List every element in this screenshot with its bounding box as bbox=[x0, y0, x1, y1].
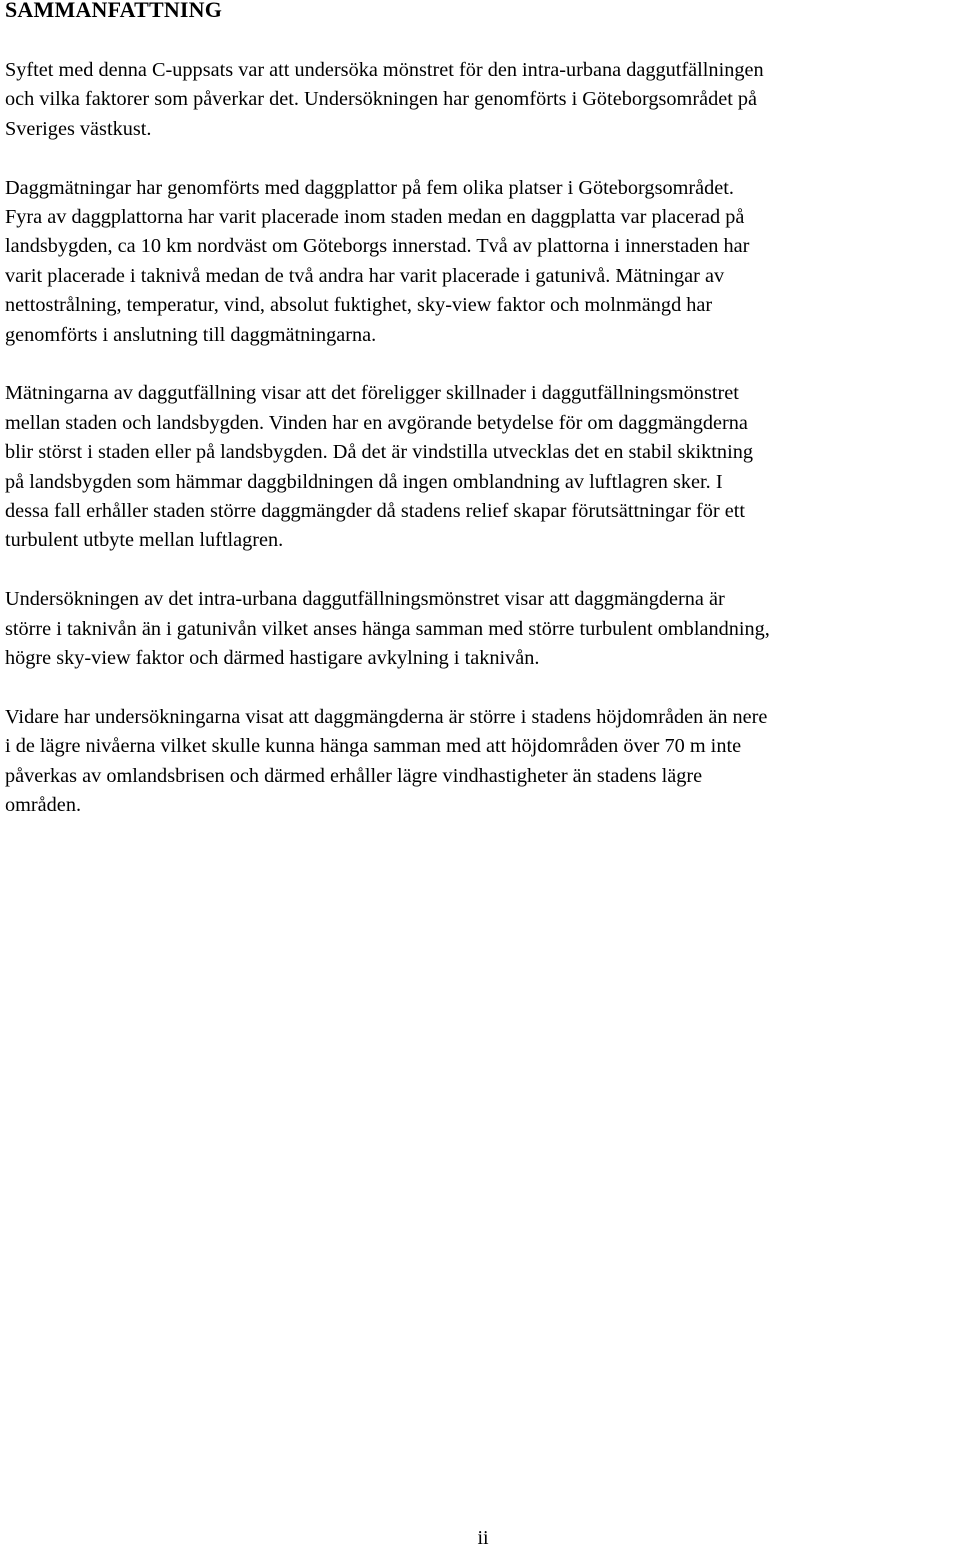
text-line: högre sky-view faktor och därmed hastigare avkylning i taknivån. bbox=[5, 647, 540, 670]
text-line: i de lägre nivåerna vilket skulle kunna hänga samman med att höjdområden över 70 m inte bbox=[5, 735, 742, 758]
body-text bbox=[5, 56, 960, 850]
text-line: landsbygden, ca 10 km nordväst om Göteborgs innerstad. Två av plattorna i innerstaden har bbox=[5, 235, 750, 258]
text-line: blir störst i staden eller på landsbygden. Då det är vindstilla utvecklas det en stabil skiktning bbox=[5, 441, 753, 464]
paragraph-elevation bbox=[5, 703, 960, 821]
text-line: Daggmätningar har genomförts med daggplattor på fem olika platser i Göteborgsområdet. bbox=[5, 176, 734, 199]
text-line: Sveriges västkust. bbox=[5, 117, 152, 140]
text-line: nettostrålning, temperatur, vind, absolut fuktighet, sky-view faktor och molnmängd har bbox=[5, 294, 713, 317]
text-line: Undersökningen av det intra-urbana daggutfällningsmönstret visar att daggmängderna är bbox=[5, 588, 725, 611]
text-line: Fyra av daggplattorna har varit placerade inom staden medan en daggplatta var placerad på bbox=[5, 206, 745, 229]
text-line: Vidare har undersökningarna visat att daggmängderna är större i stadens höjdområden än nere bbox=[5, 705, 768, 728]
page-number: ii bbox=[477, 1527, 489, 1549]
text-line: på landsbygden som hämmar daggbildningen då ingen omblandning av luftlagren sker. I bbox=[5, 470, 723, 493]
text-line: genomförts i anslutning till daggmätningarna. bbox=[5, 323, 377, 346]
paragraph-urban-rural bbox=[5, 379, 960, 555]
paragraph-purpose bbox=[5, 56, 960, 144]
text-line: områden. bbox=[5, 794, 82, 817]
text-line: och vilka faktorer som påverkar det. Undersökningen har genomförts i Göteborgsområdet på bbox=[5, 88, 758, 111]
text-line: större i taknivån än i gatunivån vilket anses hänga samman med större turbulent omblandning, bbox=[5, 617, 770, 640]
paragraph-method bbox=[5, 174, 960, 350]
text-line: Mätningarna av daggutfällning visar att det föreligger skillnader i daggutfällningsmönstret bbox=[5, 382, 739, 405]
text-line: turbulent utbyte mellan luftlagren. bbox=[5, 529, 284, 552]
text-line: varit placerade i taknivå medan de två andra har varit placerade i gatunivå. Mätningar av bbox=[5, 264, 725, 287]
text-line: påverkas av omlandsbrisen och därmed erhåller lägre vindhastigheter än stadens lägre bbox=[5, 764, 703, 787]
text-line: Syftet med denna C-uppsats var att undersöka mönstret för den intra-urbana daggutfällningen bbox=[5, 59, 764, 81]
text-line: dessa fall erhåller staden större daggmängder då stadens relief skapar förutsättningar för ett bbox=[5, 500, 745, 523]
paragraph-intra-urban bbox=[5, 585, 960, 673]
text-line: mellan staden och landsbygden. Vinden har en avgörande betydelse för om daggmängderna bbox=[5, 411, 748, 434]
section-heading: SAMMANFATTNING bbox=[5, 0, 223, 22]
